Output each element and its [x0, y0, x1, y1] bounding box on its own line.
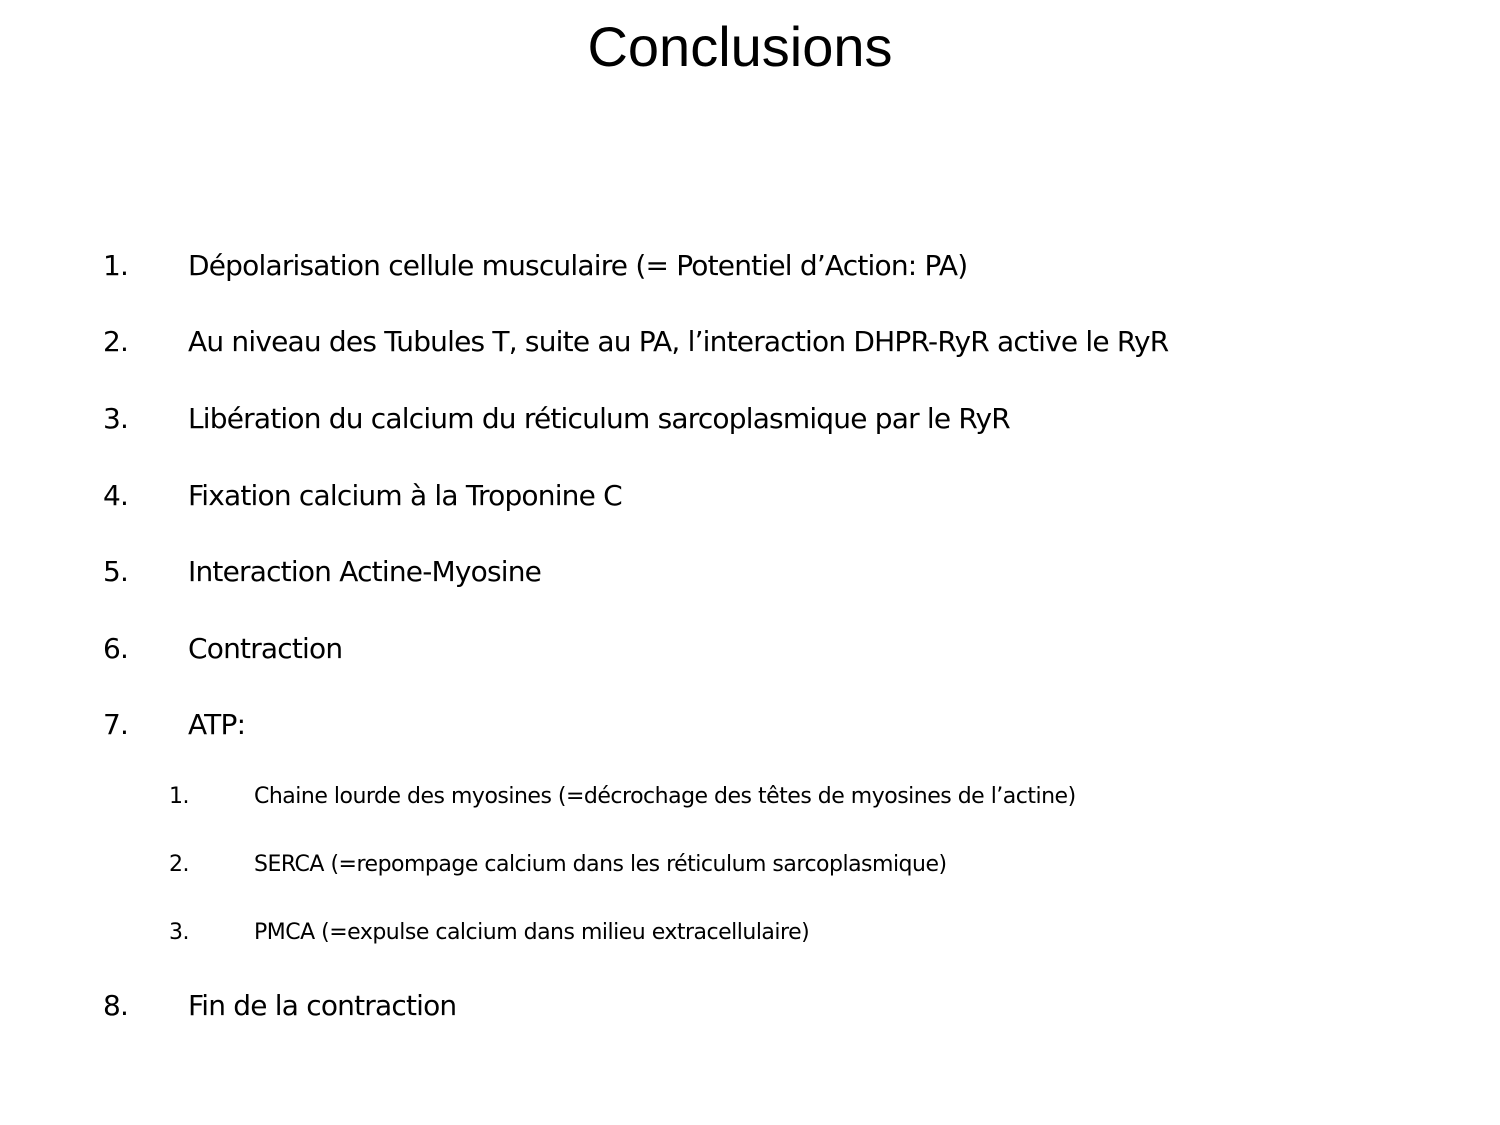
item-text: ATP: — [188, 708, 246, 741]
item-text: Fin de la contraction — [188, 989, 457, 1022]
item-text: Fixation calcium à la Troponine C — [188, 479, 622, 512]
subitem-number: 1. — [169, 784, 189, 809]
item-text: Contraction — [188, 632, 343, 665]
item-number: 6. — [103, 632, 129, 665]
item-number: 2. — [103, 325, 129, 358]
subitem-text: Chaine lourde des myosines (=décrochage des têtes de myosines de l’actine) — [254, 784, 1076, 809]
item-number: 3. — [103, 402, 129, 435]
item-number: 8. — [103, 989, 129, 1022]
subitem-text: PMCA (=expulse calcium dans milieu extracellulaire) — [254, 920, 810, 945]
slide-title: Conclusions — [587, 15, 893, 78]
item-number: 5. — [103, 555, 129, 588]
item-text: Interaction Actine-Myosine — [188, 555, 542, 588]
item-text: Dépolarisation cellule musculaire (= Potentiel d’Action: PA) — [188, 249, 968, 282]
subitem-text: SERCA (=repompage calcium dans les réticulum sarcoplasmique) — [254, 852, 947, 877]
item-number: 4. — [103, 479, 129, 512]
subitem-number: 2. — [169, 852, 189, 877]
item-text: Au niveau des Tubules T, suite au PA, l’interaction DHPR-RyR active le RyR — [188, 325, 1169, 358]
item-text: Libération du calcium du réticulum sarcoplasmique par le RyR — [188, 402, 1010, 435]
item-number: 7. — [103, 708, 129, 741]
item-number: 1. — [103, 249, 129, 282]
subitem-number: 3. — [169, 920, 189, 945]
